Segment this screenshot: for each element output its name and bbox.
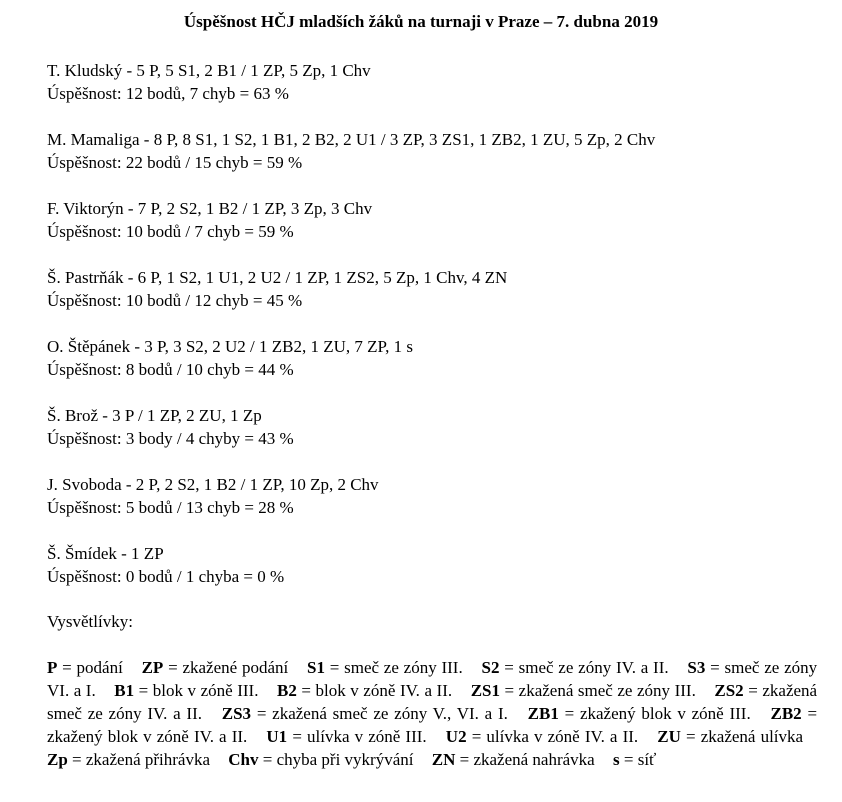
- player-entry: [47, 128, 827, 197]
- legend-abbr: B2: [277, 681, 297, 700]
- legend-meaning: = smeč ze zóny VI. a I.: [47, 658, 818, 700]
- legend-abbr: U1: [266, 727, 288, 746]
- player-stats: O. Štěpánek - 3 P, 3 S2, 2 U2 / 1 ZB2, 1 ZU, 7 ZP, 1 s: [47, 337, 413, 356]
- legend-abbr: B1: [114, 681, 135, 700]
- legend-meaning: = zkažené podání: [168, 658, 289, 677]
- legend-abbr: S3: [687, 658, 706, 677]
- player-stats: Š. Brož - 3 P / 1 ZP, 2 ZU, 1 Zp: [47, 406, 262, 425]
- legend-abbr: ZB1: [527, 704, 559, 723]
- player-entry: [47, 335, 827, 404]
- player-entry: [47, 542, 827, 611]
- legend-meaning: = blok v zóně III.: [138, 681, 259, 700]
- legend-heading: Vysvětlívky:: [47, 612, 133, 631]
- legend-abbr: Zp: [47, 750, 68, 769]
- legend-abbr: ZN: [431, 750, 456, 769]
- legend-abbr: S1: [307, 658, 325, 677]
- player-success: Úspěšnost: 22 bodů / 15 chyb = 59 %: [47, 153, 303, 172]
- legend-meaning: = podání: [62, 658, 123, 677]
- legend-meaning: = zkažená přihrávka: [72, 750, 210, 769]
- legend-meaning: = zkažená nahrávka: [459, 750, 595, 769]
- legend: [47, 656, 817, 771]
- legend-abbr: Chv: [228, 750, 259, 769]
- legend-abbr: ZB2: [770, 704, 802, 723]
- legend-abbr: ZS1: [470, 681, 500, 700]
- legend-meaning: = chyba při vykrývání: [262, 750, 414, 769]
- legend-abbr: s: [612, 750, 620, 769]
- player-success: Úspěšnost: 8 bodů / 10 chyb = 44 %: [47, 360, 294, 379]
- document-title: Úspěšnost HČJ mladších žáků na turnaji v Praze – 7. dubna 2019: [183, 12, 659, 31]
- player-stats: Š. Šmídek - 1 ZP: [47, 544, 164, 563]
- player-stats: J. Svoboda - 2 P, 2 S2, 1 B2 / 1 ZP, 10 Zp, 2 Chv: [47, 475, 379, 494]
- legend-meaning: = zkažený blok v zóně IV. a II.: [47, 704, 818, 746]
- player-stats: Š. Pastrňák - 6 P, 1 S2, 1 U1, 2 U2 / 1 ZP, 1 ZS2, 5 Zp, 1 Chv, 4 ZN: [47, 268, 508, 287]
- player-stats: M. Mamaliga - 8 P, 8 S1, 1 S2, 1 B1, 2 B2, 2 U1 / 3 ZP, 3 ZS1, 1 ZB2, 1 ZU, 5 Zp, 2 Chv: [47, 130, 656, 149]
- legend-meaning: = zkažená ulívka: [686, 727, 804, 746]
- legend-meaning: = smeč ze zóny IV. a II.: [504, 658, 669, 677]
- player-list: [47, 59, 827, 611]
- legend-abbr: ZP: [141, 658, 164, 677]
- player-entry: [47, 473, 827, 542]
- player-success: Úspěšnost: 12 bodů, 7 chyb = 63 %: [47, 84, 289, 103]
- legend-abbr: S2: [481, 658, 500, 677]
- legend-meaning: = ulívka v zóně III.: [292, 727, 427, 746]
- legend-abbr: ZS2: [714, 681, 744, 700]
- legend-meaning: = blok v zóně IV. a II.: [301, 681, 453, 700]
- legend-meaning: = síť: [623, 750, 657, 769]
- legend-meaning: = smeč ze zóny III.: [329, 658, 463, 677]
- legend-meaning: = zkažený blok v zóně III.: [564, 704, 751, 723]
- player-stats: F. Viktorýn - 7 P, 2 S2, 1 B2 / 1 ZP, 3 Zp, 3 Chv: [47, 199, 373, 218]
- player-entry: [47, 59, 827, 128]
- player-success: Úspěšnost: 10 bodů / 12 chyb = 45 %: [47, 291, 303, 310]
- legend-abbr: P: [47, 658, 58, 677]
- player-entry: [47, 266, 827, 335]
- player-stats: T. Kludský - 5 P, 5 S1, 2 B1 / 1 ZP, 5 Zp, 1 Chv: [47, 61, 371, 80]
- player-success: Úspěšnost: 10 bodů / 7 chyb = 59 %: [47, 222, 294, 241]
- player-entry: [47, 404, 827, 473]
- legend-abbr: ZS3: [221, 704, 252, 723]
- legend-meaning: = zkažená smeč ze zóny V., VI. a I.: [256, 704, 508, 723]
- player-entry: [47, 197, 827, 266]
- legend-meaning: = zkažená smeč ze zóny III.: [504, 681, 696, 700]
- legend-abbr: U2: [445, 727, 467, 746]
- legend-abbr: ZU: [657, 727, 681, 746]
- player-success: Úspěšnost: 0 bodů / 1 chyba = 0 %: [47, 567, 285, 586]
- player-success: Úspěšnost: 5 bodů / 13 chyb = 28 %: [47, 498, 294, 517]
- legend-meaning: = zkažená smeč ze zóny IV. a II.: [47, 681, 818, 723]
- player-success: Úspěšnost: 3 body / 4 chyby = 43 %: [47, 429, 294, 448]
- legend-meaning: = ulívka v zóně IV. a II.: [471, 727, 639, 746]
